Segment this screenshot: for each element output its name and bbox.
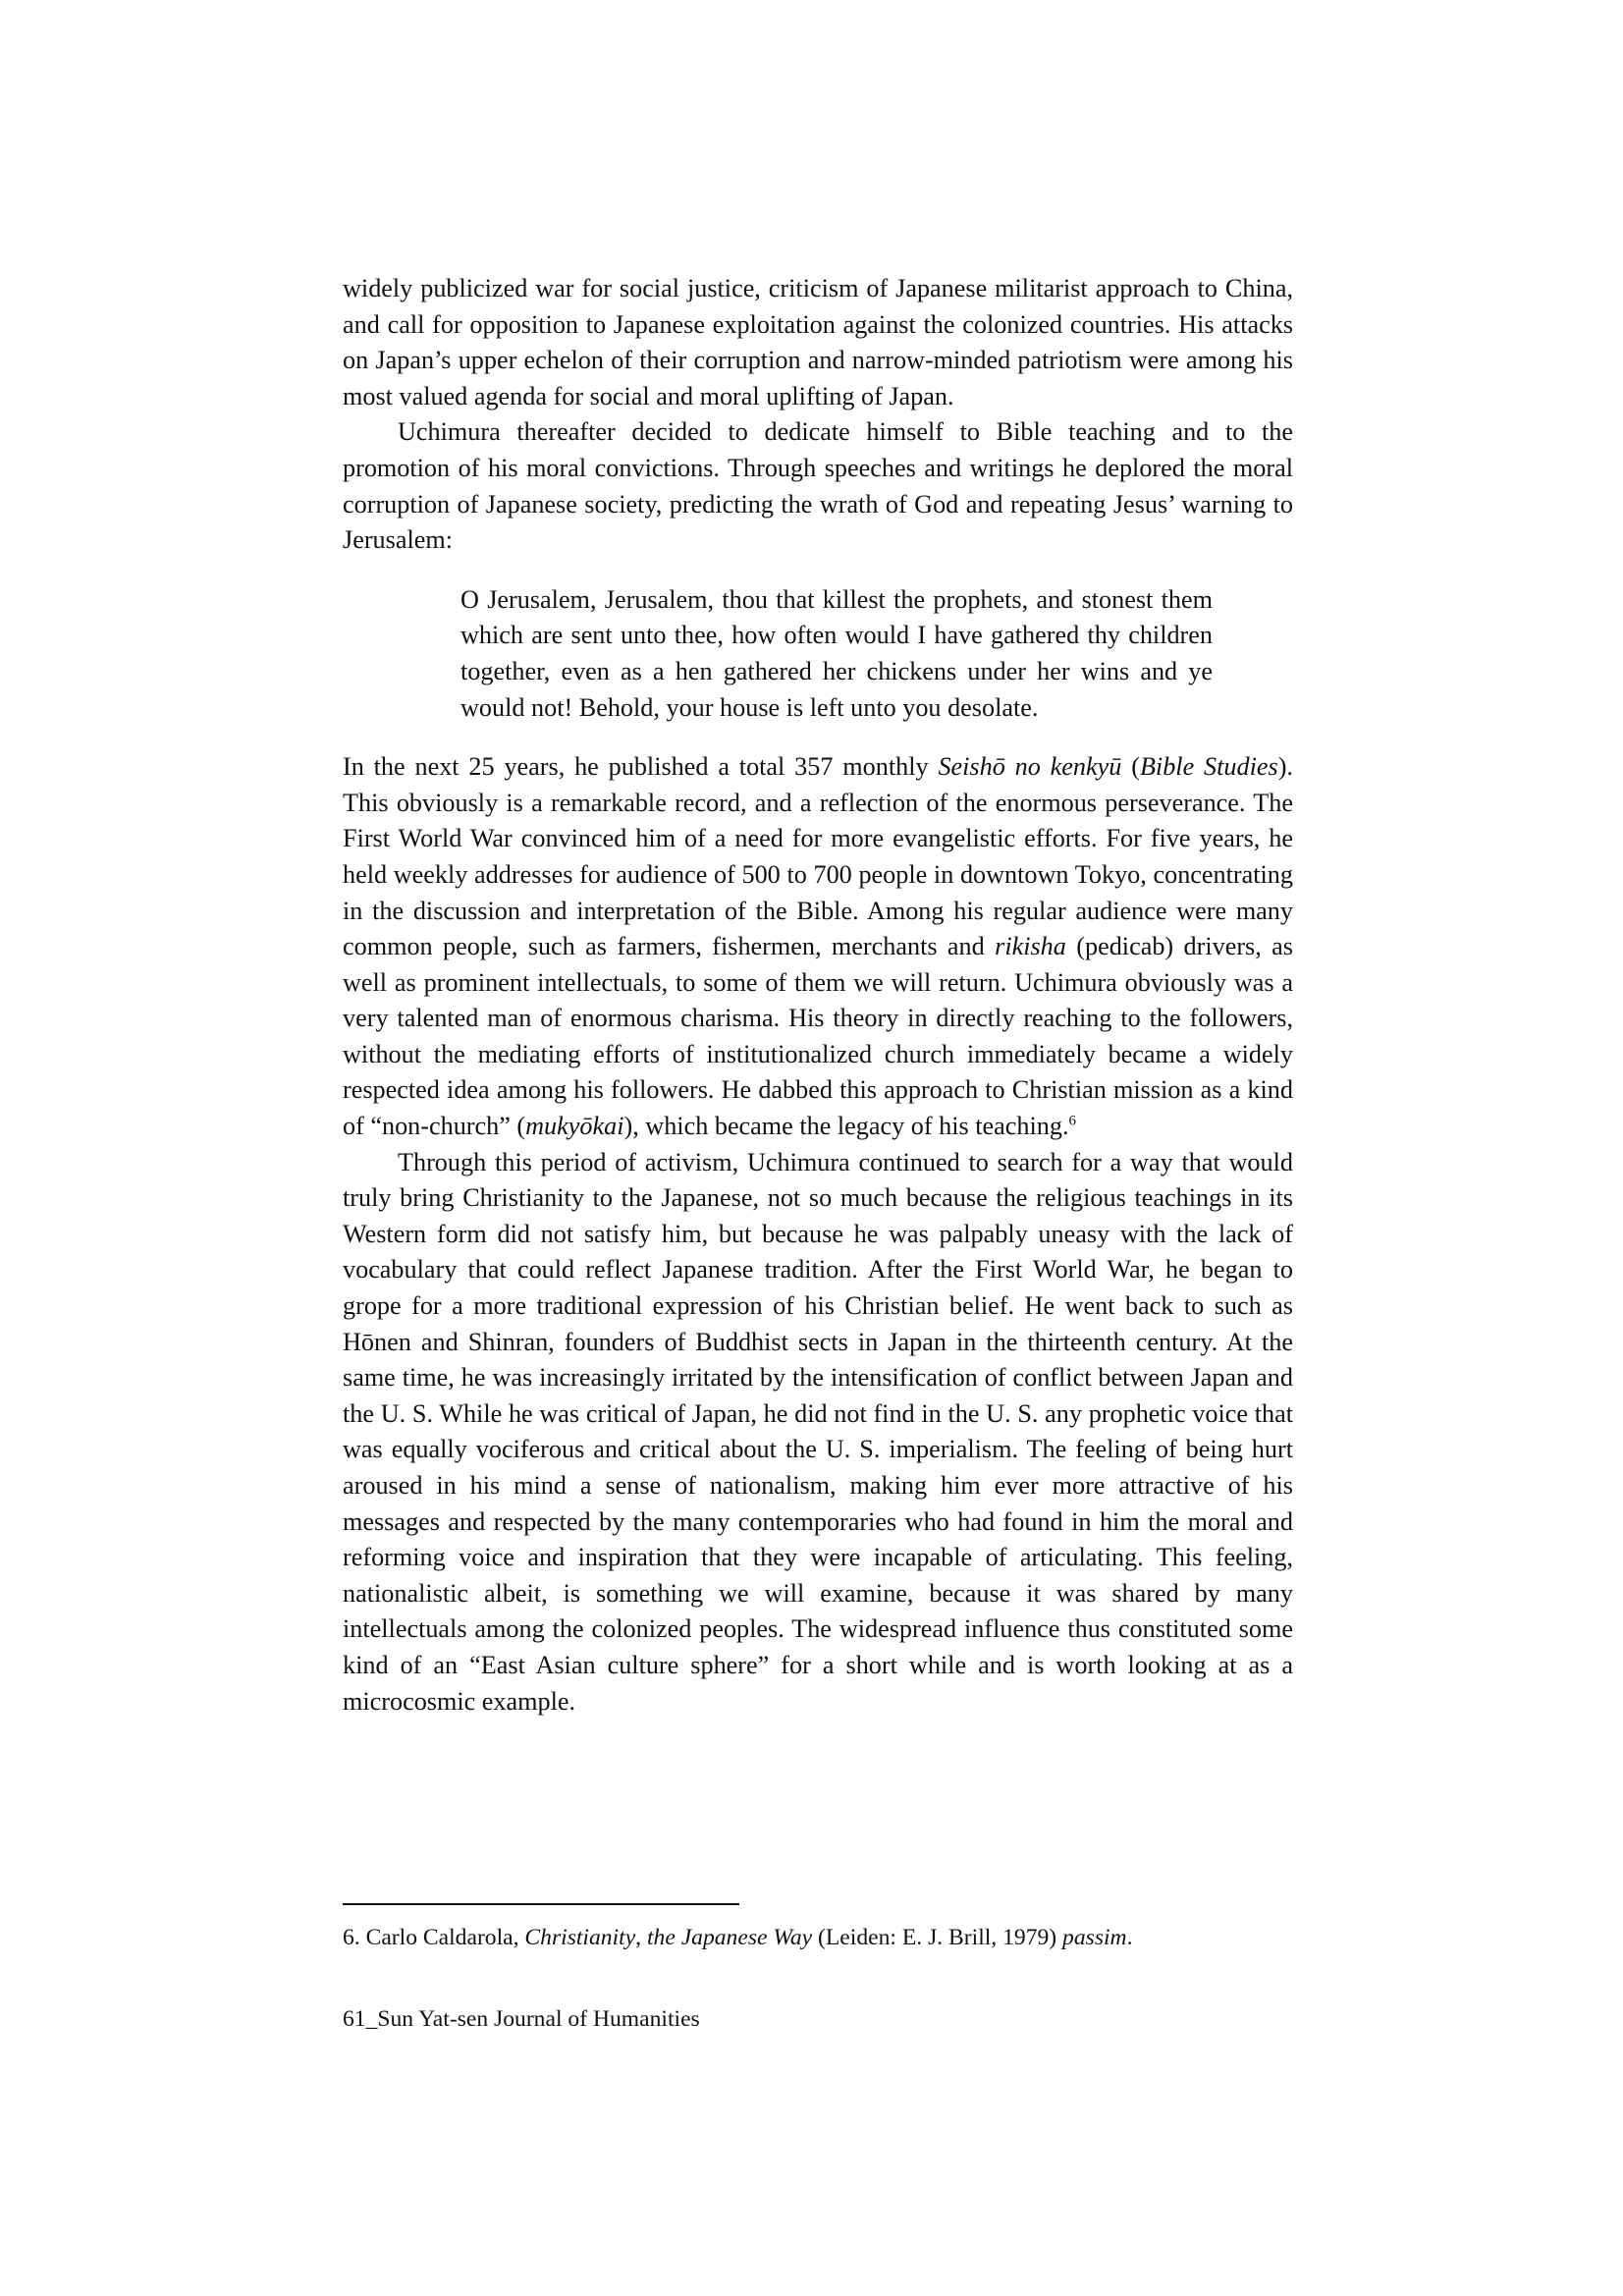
footnote-reference[interactable]: 6: [1068, 1113, 1076, 1129]
text-run: (pedicab) drivers, as well as prominent intellectuals, to some of them we will return. Uchimura obviously was a very talented man of enormous charisma. His theory in directly reaching to the followers, without the mediating efforts of institutionalized church immediately became a widely respected idea among his followers. He dabbed this approach to Christian mission as a kind of “non-church” (: [343, 932, 1293, 1141]
footnote-divider: [343, 1903, 739, 1905]
italic-title-bible-studies: Bible Studies: [1139, 752, 1278, 782]
italic-text: Christianity: [524, 1925, 636, 1950]
paragraph-bible-studies: [343, 749, 1293, 1145]
text-run: ). This obviously is a remarkable record, and a reflection of the enormous perseverance. The First World War convinced him of a need for more evangelistic efforts. For five years, he held weekly addresses for audience of 500 to 700 people in downtown Tokyo, concentrating in the discussion and interpretation of the Bible. Among his regular audience were many common people, such as farmers, fishermen, merchants and: [343, 752, 1293, 961]
footnote-6: [343, 1922, 1293, 1953]
paragraph-continuation: widely publicized war for social justice, criticism of Japanese militarist approach to China, and call for opposition to Japanese exploitation against the colonized countries. His attacks on Japan’s upper echelon of their corruption and narrow-minded patriotism were among his most valued agenda for social and moral uplifting of Japan.: [343, 274, 1293, 410]
italic-title-seisho: Seishō no kenkyū: [938, 752, 1122, 782]
text-run: (: [1121, 752, 1140, 782]
italic-text: passim: [1062, 1925, 1127, 1950]
block-quote-jerusalem: O Jerusalem, Jerusalem, thou that killest the prophets, and stonest them which are sent unto thee, how often would I have gathered thy children together, even as a hen gathered her chickens under her wins and ye would not! Behold, your house is left unto you desolate.: [460, 584, 1213, 722]
main-text-column: [343, 271, 1293, 1720]
italic-term-rikisha: rikisha: [995, 932, 1066, 961]
running-footer: 61_Sun Yat-sen Journal of Humanities: [343, 2006, 700, 2032]
italic-term-mukyokai: mukyōkai: [525, 1112, 624, 1141]
italic-text: the Japanese Way: [646, 1925, 813, 1950]
text-run: 6. Carlo Caldarola,: [343, 1925, 525, 1950]
paragraph-activism: Through this period of activism, Uchimura continued to search for a way that would truly bring Christianity to the Japanese, not so much because the religious teachings in its Western form did not satisfy him, but because he was palpably uneasy with the lack of vocabulary that could reflect Japanese tradition. After the First World War, he began to grope for a more traditional expression of his Christian belief. He went back to such as Hōnen and Shinran, founders of Buddhist sects in Japan in the thirteenth century. At the same time, he was increasingly irritated by the intensification of conflict between Japan and the U. S. While he was critical of Japan, he did not find in the U. S. any prophetic voice that was equally vociferous and critical about the U. S. imperialism. The feeling of being hurt aroused in his mind a sense of nationalism, making him ever more attractive of his messages and respected by the many contemporaries who had found in him the moral and reforming voice and inspiration that they were incapable of articulating. This feeling, nationalistic albeit, is something we will examine, because it was shared by many intellectuals among the colonized peoples. The widespread influence thus constituted some kind of an “East Asian culture sphere” for a short while and is worth looking at as a microcosmic example.: [343, 1147, 1293, 1716]
paragraph-bible-teaching: Uchimura thereafter decided to dedicate himself to Bible teaching and to the promotion of his moral convictions. Through speeches and writings he deplored the moral corruption of Japanese society, predicting the wrath of God and repeating Jesus’ warning to Jerusalem:: [343, 417, 1293, 555]
text-run: ), which became the legacy of his teaching.: [623, 1112, 1069, 1141]
text-run: In the next 25 years, he published a total 357 monthly: [343, 752, 939, 782]
text-run: .: [1126, 1925, 1133, 1950]
text-run: ,: [635, 1925, 647, 1950]
text-run: (Leiden: E. J. Brill, 1979): [812, 1925, 1063, 1950]
